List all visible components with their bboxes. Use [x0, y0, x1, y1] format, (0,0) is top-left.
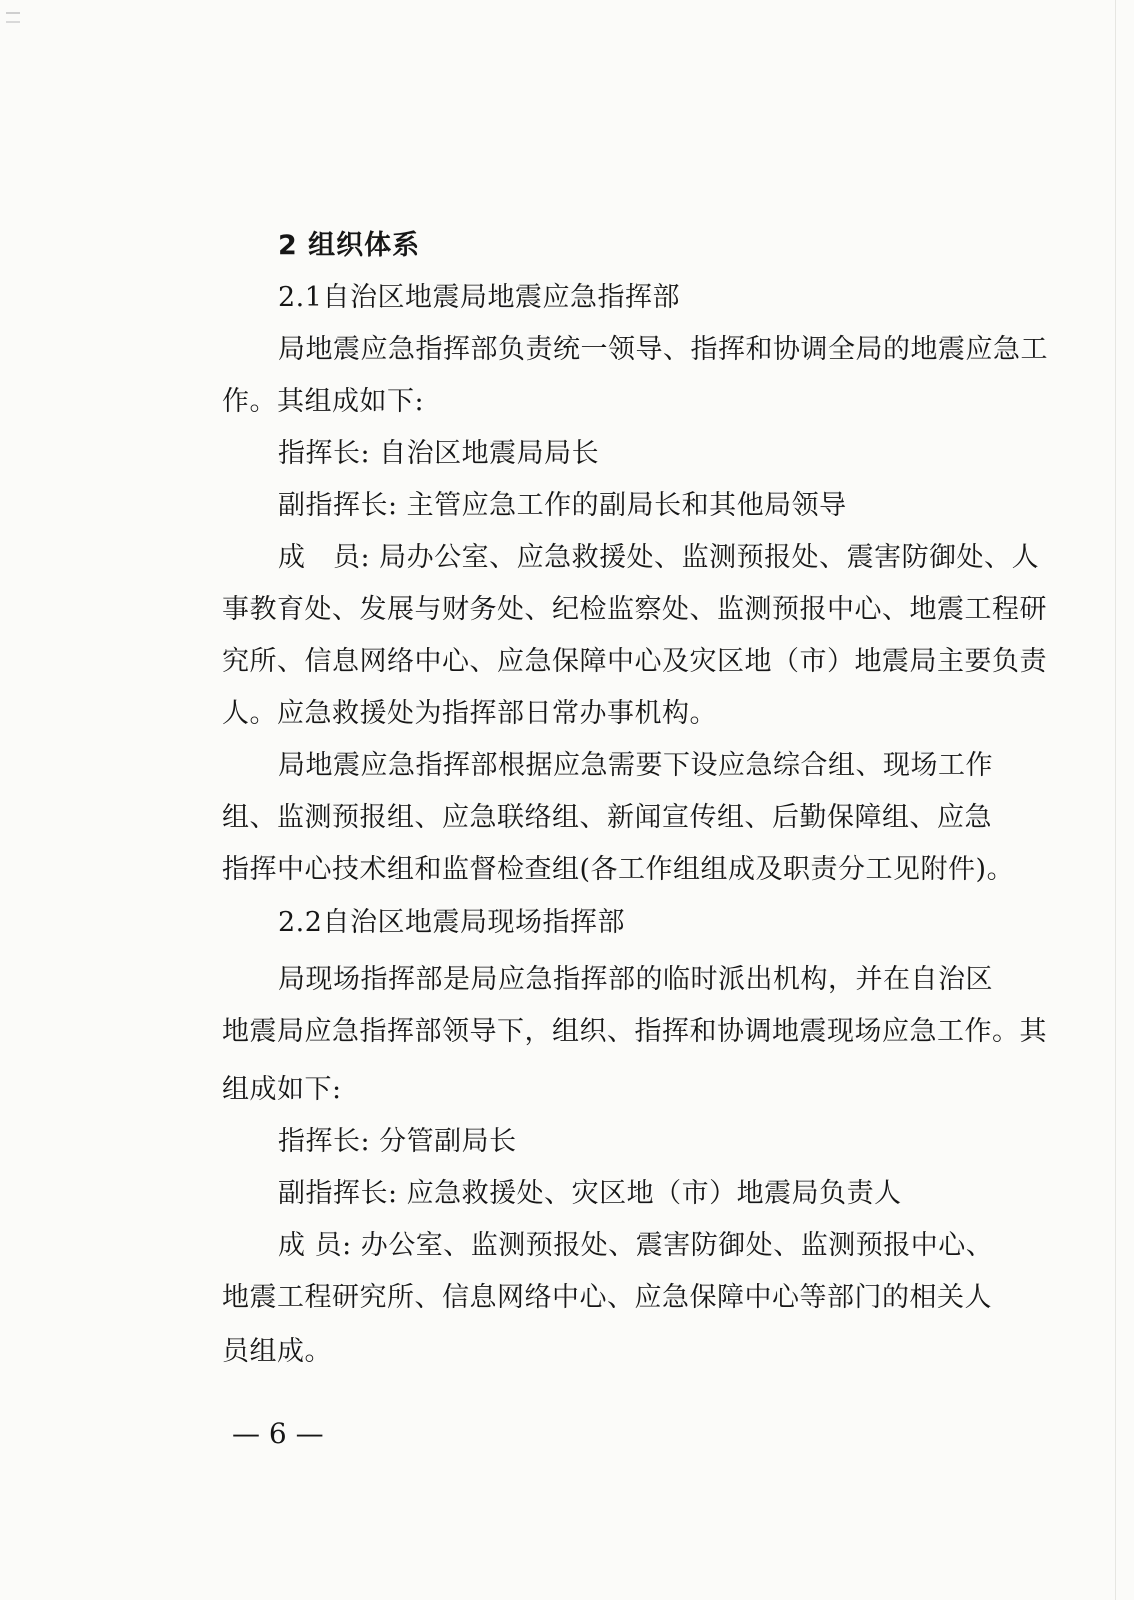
page-edge-line: [1115, 0, 1116, 1600]
section-heading: 2 组织体系: [278, 230, 421, 261]
members-line: 地震工程研究所、信息网络中心、应急保障中心等部门的相关人: [222, 1282, 992, 1313]
sub-heading-command-hq: 2.1自治区地震局地震应急指挥部: [278, 282, 680, 313]
deputy-commander-line: 副指挥长: 应急救援处、灾区地（市）地震局负责人: [278, 1178, 902, 1209]
paragraph-line: 局地震应急指挥部负责统一领导、指挥和协调全局的地震应急工: [278, 334, 1048, 365]
paragraph-line: 指挥中心技术组和监督检查组(各工作组组成及职责分工见附件)。: [222, 854, 1015, 885]
paragraph-line: 作。其组成如下:: [222, 386, 425, 417]
members-line: 成 员: 局办公室、应急救援处、监测预报处、震害防御处、人: [278, 542, 1040, 573]
deputy-commander-line: 副指挥长: 主管应急工作的副局长和其他局领导: [278, 490, 847, 521]
members-line: 人。应急救援处为指挥部日常办事机构。: [222, 698, 717, 729]
members-line: 成 员: 办公室、监测预报处、震害防御处、监测预报中心、: [278, 1230, 994, 1261]
commander-line: 指挥长: 分管副局长: [278, 1126, 517, 1157]
members-line: 员组成。: [222, 1336, 332, 1367]
paragraph-line: 组成如下:: [222, 1074, 342, 1105]
paragraph-line: 组、监测预报组、应急联络组、新闻宣传组、后勤保障组、应急: [222, 802, 992, 833]
members-line: 究所、信息网络中心、应急保障中心及灾区地（市）地震局主要负责: [222, 646, 1047, 677]
paragraph-line: 局现场指挥部是局应急指挥部的临时派出机构，并在自治区: [278, 964, 993, 995]
paragraph-line: 局地震应急指挥部根据应急需要下设应急综合组、现场工作: [278, 750, 993, 781]
sub-heading-field-hq: 2.2自治区地震局现场指挥部: [278, 907, 625, 938]
members-line: 事教育处、发展与财务处、纪检监察处、监测预报中心、地震工程研: [222, 594, 1047, 625]
page-number: — 6 —: [232, 1417, 324, 1450]
commander-line: 指挥长: 自治区地震局局长: [278, 438, 600, 469]
paragraph-line: 地震局应急指挥部领导下，组织、指挥和协调地震现场应急工作。其: [222, 1016, 1047, 1047]
scan-corner-mark: [6, 12, 20, 23]
